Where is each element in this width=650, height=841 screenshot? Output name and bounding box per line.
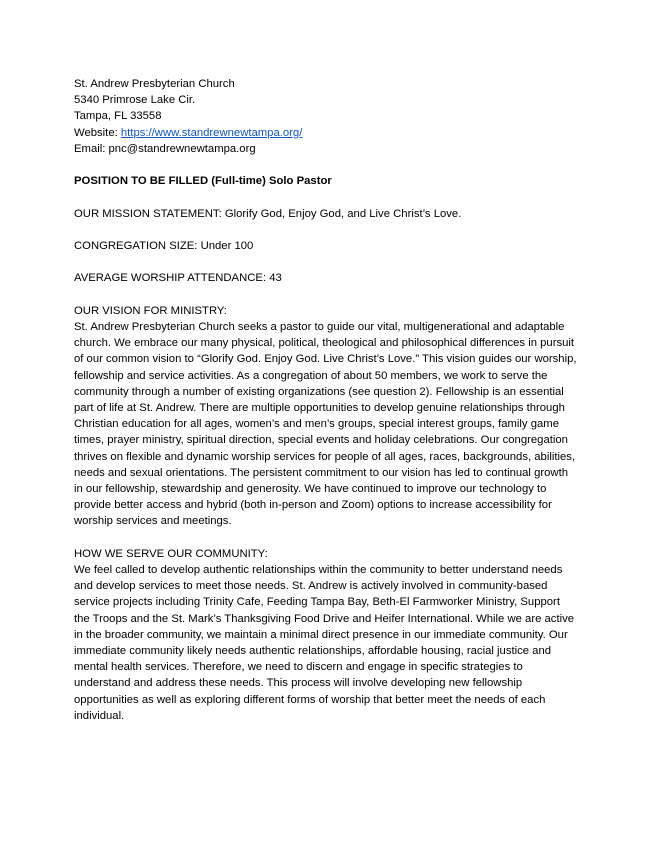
organization-name: St. Andrew Presbyterian Church [74,78,235,90]
spacer-after-position [74,189,578,205]
vision-paragraph: St. Andrew Presbyterian Church seeks a pastor to guide our vital, multigenerational and adaptable church. We embrace our many physical, political, theological and philosophical differences in pursuit of our common vision to “Glorify God. Enjoy God. Live Christ’s Love.” This vision guides our worship, fellowship and service activities. As a congregation of about 50 members, we work to serve the community through a number of existing organizations (see question 2). Fellowship is an essential part of life at St. Andrew. There are multiple opportunities to develop genuine relationships through Christian education for all ages, women’s and men’s groups, special interest groups, family game times, prayer ministry, spiritual direction, special events and holiday celebrations. Our congregation thrives on flexible and dynamic worship services for people of all ages, races, backgrounds, abilities, needs and sexual orientations. The persistent commitment to our vision has led to continual growth in our fellowship, stewardship and generosity. We have continued to improve our technology to provide better access and hybrid (both in-person and Zoom) options to increase accessibility for worship services and meetings. [74,320,577,528]
city-state-zip: Tampa, FL 33558 [74,110,162,123]
spacer-after-size [74,254,578,270]
mission-statement: OUR MISSION STATEMENT: Glorify God, Enjoy God, and Live Christ’s Love. [74,207,462,220]
street-address: 5340 Primrose Lake Cir. [74,94,196,107]
website-link[interactable]: https://www.standrewnewtampa.org/ [120,126,303,139]
position-heading: POSITION TO BE FILLED (Full-time) Solo Pastor [74,175,332,188]
congregation-size: CONGREGATION SIZE: Under 100 [74,239,254,252]
community-heading: HOW WE SERVE OUR COMMUNITY: [74,547,268,560]
spacer-after-vision [74,530,578,546]
email-line: Email: pnc@standrewnewtampa.org [74,142,256,155]
vision-heading: OUR VISION FOR MINISTRY: [74,304,227,317]
spacer-after-mission [74,222,578,238]
website-label: Website: [74,126,121,139]
website-line [74,125,578,141]
community-paragraph: We feel called to develop authentic relationships within the community to better understand needs and develop services to meet those needs. St. Andrew is actively involved in community-based service projects including Trinity Cafe, Feeding Tampa Bay, Beth-El Farmworker Ministry, Support the Troops and the St. Mark’s Thanksgiving Food Drive and Heifer International. While we are active in the broader community, we maintain a minimal direct presence in our immediate community. Our immediate community likely needs authentic relationships, affordable housing, racial justice and mental health services. Therefore, we need to discern and engage in specific strategies to understand and address these needs. This process will involve developing new fellowship opportunities as well as exploring different forms of worship that better meet the needs of each individual. [74,564,575,722]
contact-block [74,76,578,157]
average-attendance: AVERAGE WORSHIP ATTENDANCE: 43 [74,272,282,285]
document-body [74,76,578,724]
spacer-after-contact [74,157,578,173]
spacer-after-attendance [74,287,578,303]
